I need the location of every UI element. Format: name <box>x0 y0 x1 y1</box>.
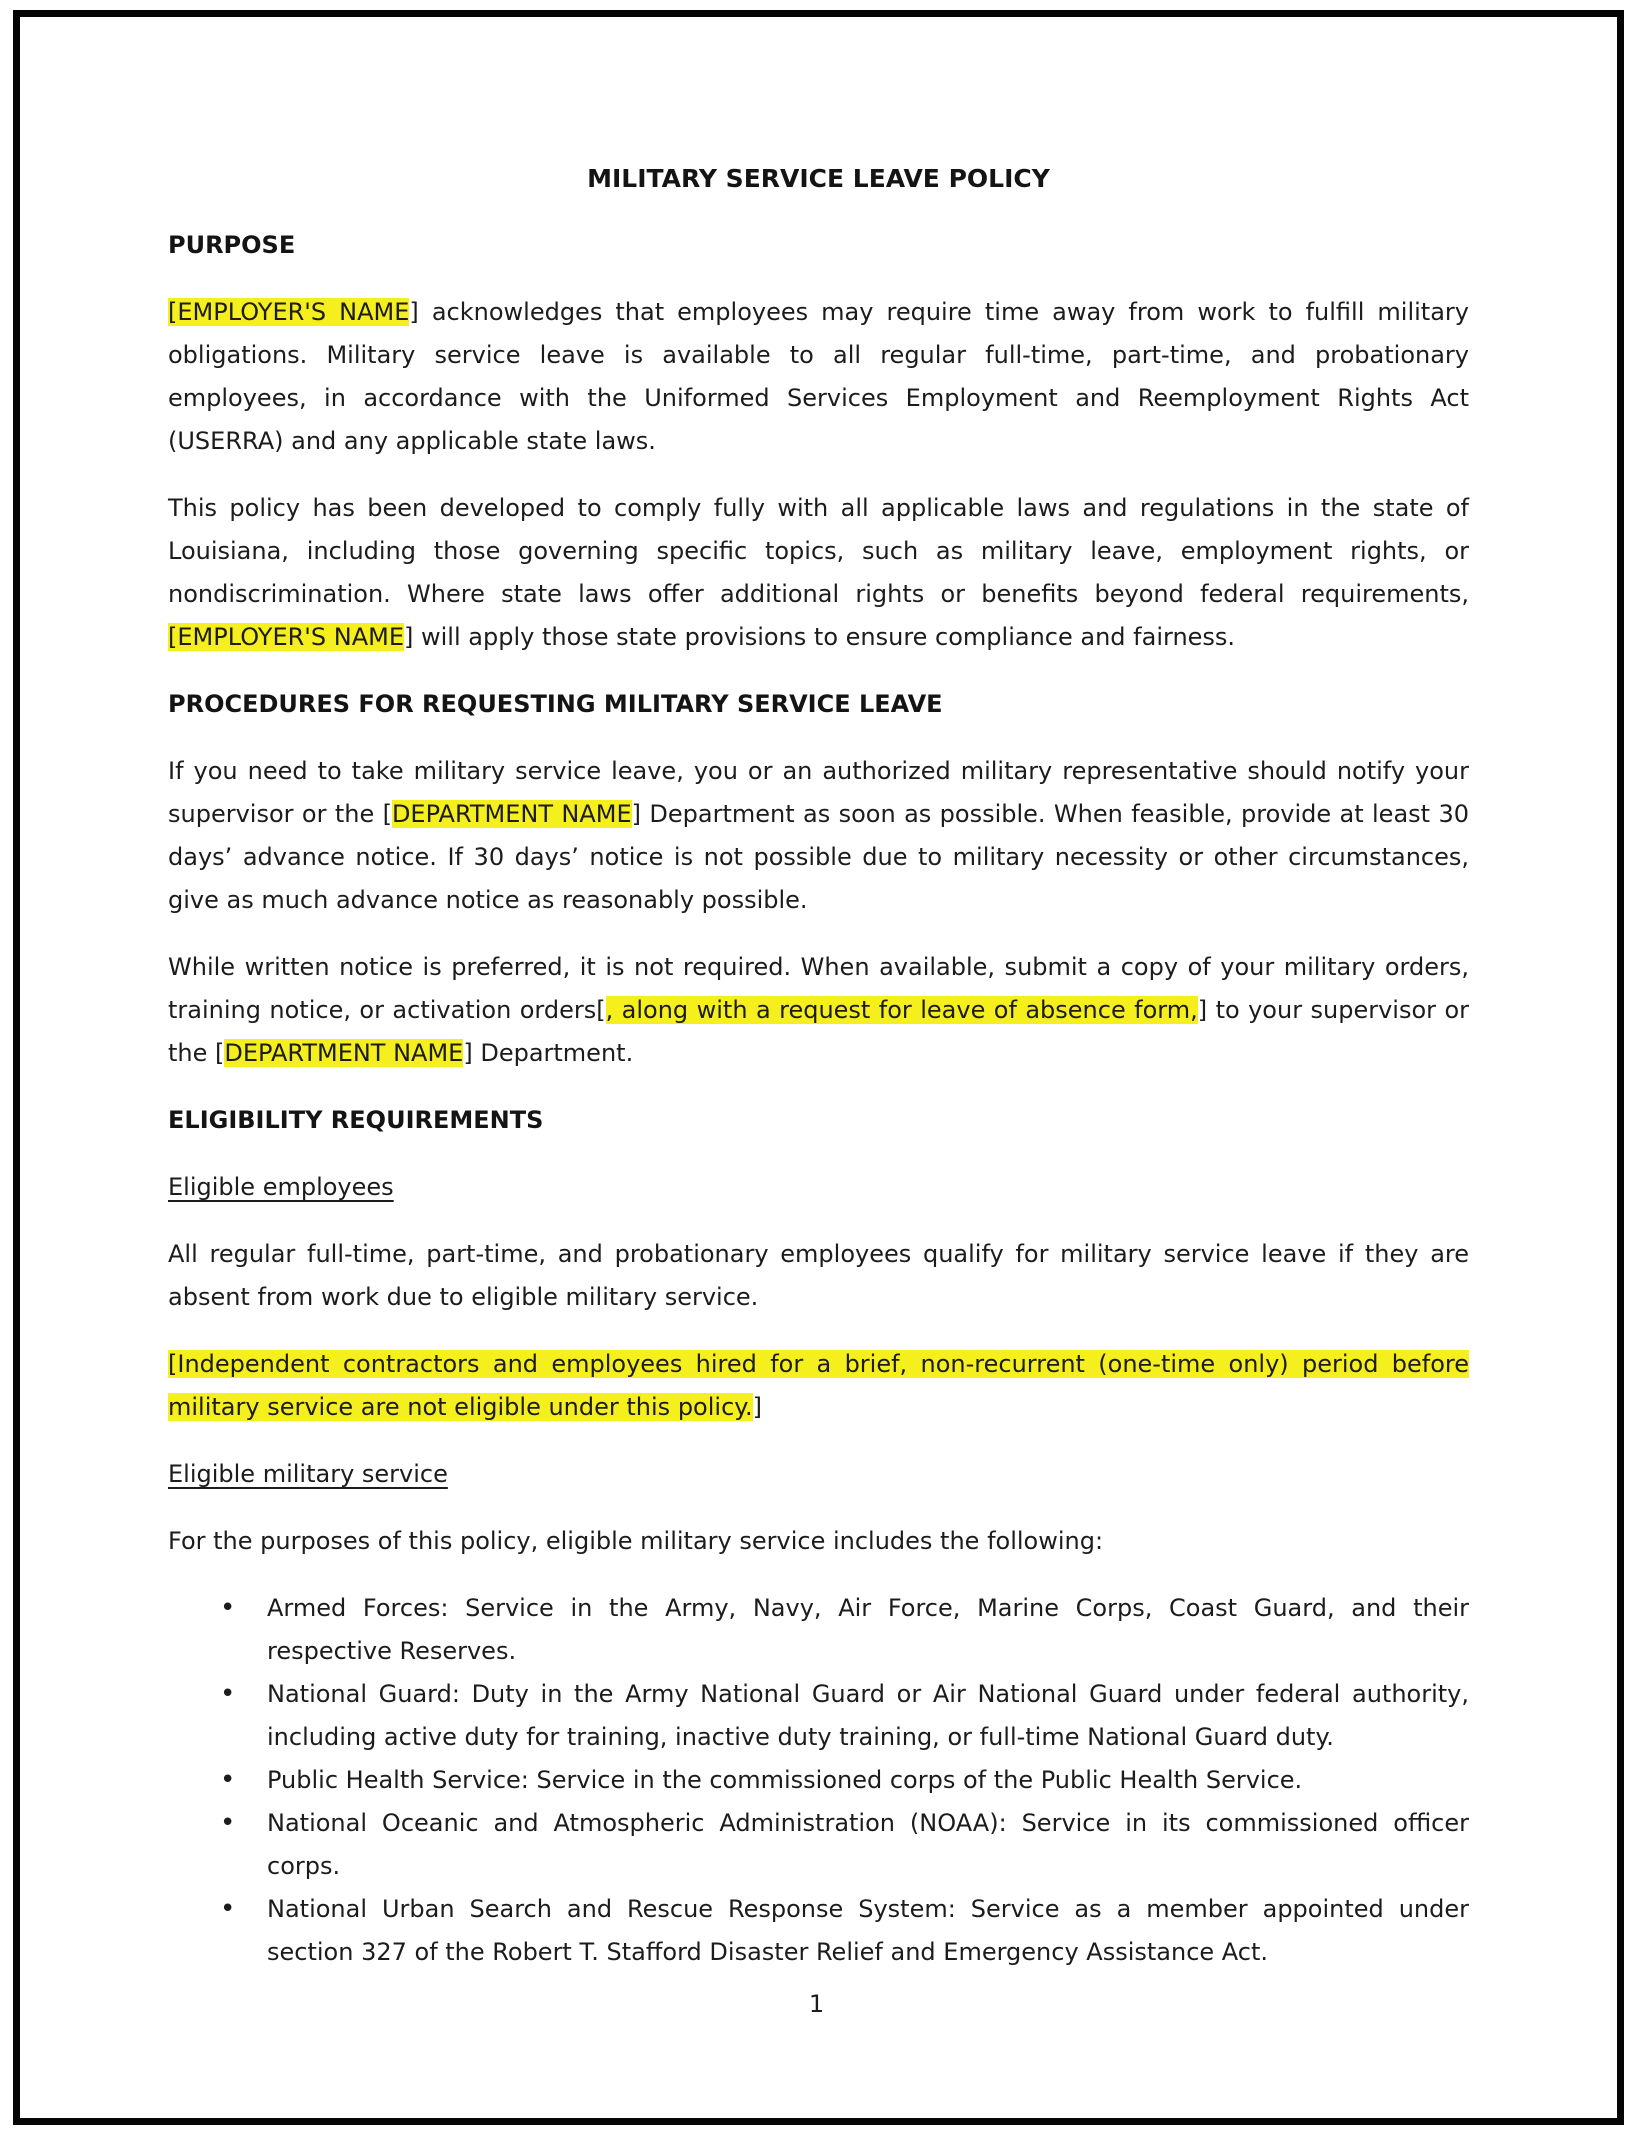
text-segment: ] to your supervisor or the [ <box>168 996 1470 1067</box>
subheading-eligible-employees <box>168 1166 1469 1209</box>
paragraph-procedures-2 <box>168 946 1469 1075</box>
text-segment: If you need to take military service leave, you or an authorized military representative should notify your supervisor or the [ <box>168 757 1469 828</box>
document-title: MILITARY SERVICE LEAVE POLICY <box>587 164 1050 193</box>
heading-procedures: PROCEDURES FOR REQUESTING MILITARY SERVICE LEAVE <box>168 690 943 718</box>
placeholder-department-name: DEPARTMENT NAME <box>224 1039 464 1067</box>
placeholder-department-name: DEPARTMENT NAME <box>391 800 632 828</box>
highlight-contractors-exclusion: [Independent contractors and employees hired for a brief, non-recurrent (one-time only) period before military service are not eligible under this policy. <box>168 1350 1469 1421</box>
highlight-leave-request-form: , along with a request for leave of absence form, <box>605 996 1198 1024</box>
placeholder-employer-name: [EMPLOYER'S NAME <box>168 298 410 326</box>
text-segment: ] Department. <box>463 1039 634 1067</box>
text-segment: ] Department as soon as possible. When feasible, provide at least 30 days’ advance notice. If 30 days’ notice is not possible due to military necessity or other circumstances, give as much advance notice as reasonably possible. <box>168 800 1469 914</box>
heading-purpose: PURPOSE <box>168 231 296 259</box>
paragraph-eligible-employees: All regular full-time, part-time, and probationary employees qualify for military service leave if they are absent from work due to eligible military service. <box>168 1240 1469 1311</box>
text-segment: ] will apply those state provisions to ensure compliance and fairness. <box>404 623 1236 651</box>
paragraph-purpose-1 <box>168 291 1469 463</box>
list-item-noaa: • National Oceanic and Atmospheric Administration (NOAA): Service in its commissioned officer corps. <box>267 1802 1469 1888</box>
text-segment: ] acknowledges that employees may require time away from work to fulfill military obligations. Military service leave is available to all regular full-time, part-time, and probationary employees, in accordance with the Uniformed Services Employment and Reemployment Rights Act (USERRA) and any applicable state laws. <box>168 298 1469 455</box>
heading-eligibility: ELIGIBILITY REQUIREMENTS <box>168 1106 544 1134</box>
text-segment: This policy has been developed to comply fully with all applicable laws and regulations in the state of Louisiana, including those governing specific topics, such as military leave, employment rights, or nondiscrimination. Where state laws offer additional rights or benefits beyond federal requirements, <box>168 494 1469 608</box>
eligible-service-list <box>168 1587 1469 1974</box>
paragraph-contractors-exclusion <box>168 1343 1469 1429</box>
text-segment: While written notice is preferred, it is not required. When available, submit a copy of your military orders, training notice, or activation orders[ <box>168 953 1469 1024</box>
list-item-national-guard: • National Guard: Duty in the Army National Guard or Air National Guard under federal authority, including active duty for training, inactive duty training, or full-time National Guard duty. <box>267 1673 1469 1759</box>
document-content <box>20 17 1617 1998</box>
paragraph-eligible-service-intro: For the purposes of this policy, eligible military service includes the following: <box>168 1527 1104 1555</box>
subheading-text: Eligible military service <box>168 1460 448 1488</box>
list-item-urban-search-rescue: • National Urban Search and Rescue Response System: Service as a member appointed under section 327 of the Robert T. Stafford Disaster Relief and Emergency Assistance Act. <box>267 1888 1469 1974</box>
list-item-armed-forces: • Armed Forces: Service in the Army, Navy, Air Force, Marine Corps, Coast Guard, and their respective Reserves. <box>267 1587 1469 1673</box>
text-segment: ] <box>752 1393 763 1421</box>
subheading-text: Eligible employees <box>168 1173 394 1201</box>
subheading-eligible-military-service <box>168 1453 1469 1496</box>
page-number: 1 <box>808 1990 825 2018</box>
list-item-public-health-service: • Public Health Service: Service in the commissioned corps of the Public Health Service. <box>267 1759 1469 1802</box>
paragraph-procedures-1 <box>168 750 1469 922</box>
placeholder-employer-name: [EMPLOYER'S NAME <box>168 623 405 651</box>
paragraph-purpose-2 <box>168 487 1469 659</box>
